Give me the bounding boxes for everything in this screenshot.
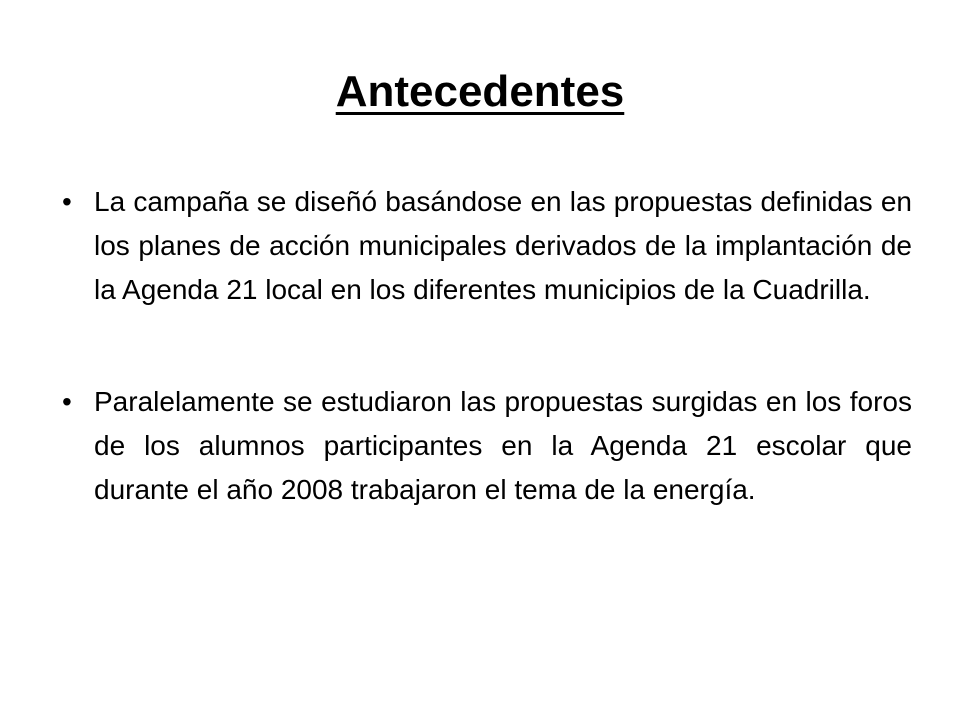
bullet-item bbox=[62, 180, 912, 312]
bullet-list bbox=[62, 180, 912, 580]
bullet-dot-icon: • bbox=[62, 386, 72, 417]
bullet-dot-icon: • bbox=[62, 186, 72, 217]
bullet-item bbox=[62, 380, 912, 512]
bullet-text: La campaña se diseñó basándose en las propuestas definidas en los planes de acción municipales derivados de la implantación de la Agenda 21 local en los diferentes municipios de la Cuadrilla. bbox=[94, 186, 912, 305]
slide-title: Antecedentes bbox=[335, 67, 625, 116]
bullet-text: Paralelamente se estudiaron las propuestas surgidas en los foros de los alumnos participantes en la Agenda 21 escolar que durante el año 2008 trabajaron el tema de la energía. bbox=[94, 386, 912, 505]
